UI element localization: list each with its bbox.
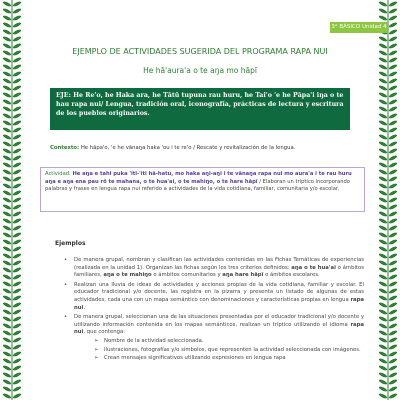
fern-border-right-decoration [378,0,398,400]
fern-leaf [2,57,12,64]
fern-leaf [378,50,388,57]
fern-leaf [2,15,12,22]
fern-leaf [2,337,12,344]
fern-leaf [12,190,22,197]
fern-leaf [378,134,388,141]
fern-leaf [12,197,22,204]
example-text: De manera grupal, nombran y clasifican las actividades contenidas en las Fichas Temáticas de experiencias (realizada en la unidad 1). Organizan las fichas según los tres criterios definidos: [74,257,364,271]
example-subitem: ➢ Ilustraciones, fotografías y/o símbolos, que representen la actividad seleccionada con imágenes. [94,347,364,355]
fern-leaf [378,365,388,372]
fern-leaf [388,183,398,190]
fern-leaf [388,92,398,99]
ejemplos-heading: Ejemplos [55,240,86,247]
fern-leaf [378,15,388,22]
fern-leaf [2,78,12,85]
fern-leaf [378,379,388,386]
fern-leaf [2,8,12,15]
fern-stem [388,0,389,400]
fern-leaf [12,309,22,316]
fern-leaf [378,120,388,127]
fern-leaf [378,302,388,309]
fern-leaf [12,148,22,155]
example-text: . [83,304,86,311]
fern-leaf [388,113,398,120]
fern-leaf [2,295,12,302]
fern-leaf [12,183,22,190]
fern-leaf [2,379,12,386]
fern-leaf [12,386,22,393]
fern-leaf [2,190,12,197]
fern-leaf [12,211,22,218]
fern-leaf [2,351,12,358]
fern-leaf [388,127,398,134]
fern-leaf [388,239,398,246]
fern-leaf [388,155,398,162]
fern-leaf [12,260,22,267]
fern-leaf [12,323,22,330]
fern-leaf [12,99,22,106]
fern-leaf [2,281,12,288]
fern-leaf [388,253,398,260]
fern-leaf [388,260,398,267]
fern-leaf [388,99,398,106]
page-title: EJEMPLO DE ACTIVIDADES SUGERIDA DEL PROGRAMA RAPA NUI [72,47,328,56]
fern-leaf [12,71,22,78]
fern-leaf [2,64,12,71]
fern-leaf [2,99,12,106]
fern-leaf [2,239,12,246]
fern-leaf [388,8,398,15]
fern-leaf [2,302,12,309]
fern-leaf [12,274,22,281]
fern-leaf [12,232,22,239]
fern-leaf [378,211,388,218]
grade-unit-badge: 3° BÁSICO Unidad 4 [330,22,388,33]
fern-leaf [388,344,398,351]
fern-leaf [12,8,22,15]
fern-leaf [2,316,12,323]
fern-leaf [378,127,388,134]
activity-box [40,167,365,212]
fern-leaf [2,134,12,141]
fern-leaf [388,295,398,302]
fern-leaf [378,316,388,323]
fern-leaf [378,43,388,50]
fern-leaf [12,43,22,50]
fern-leaf [378,64,388,71]
fern-leaf [378,204,388,211]
example-text: o ámbitos familiares, [74,264,364,279]
fern-leaf [388,302,398,309]
fern-leaf [12,225,22,232]
fern-leaf [378,183,388,190]
fern-leaf [378,197,388,204]
fern-leaf [378,372,388,379]
fern-leaf [12,36,22,43]
fern-leaf [378,113,388,120]
fern-leaf [12,169,22,176]
fern-leaf [378,358,388,365]
fern-leaf [378,169,388,176]
contexto-text: He hāpa'o, 'e he vānaŋa haka 'ou i te re'o / Rescate y revitalización de la lengua. [80,145,296,151]
fern-leaf [12,127,22,134]
fern-leaf [2,176,12,183]
fern-leaf [378,176,388,183]
fern-leaf [12,155,22,162]
fern-leaf [388,288,398,295]
fern-leaf [2,50,12,57]
activity-label: Actividad: [45,171,71,177]
fern-leaf [12,330,22,337]
fern-leaf [12,379,22,386]
fern-leaf [2,232,12,239]
fern-leaf [12,106,22,113]
fern-leaf [388,22,398,29]
fern-leaf [388,218,398,225]
fern-leaf [2,344,12,351]
fern-leaf [2,309,12,316]
fern-leaf [12,50,22,57]
fern-leaf [12,337,22,344]
fern-leaf [2,127,12,134]
fern-leaf [378,141,388,148]
fern-leaf [388,43,398,50]
fern-leaf [378,344,388,351]
fern-leaf [12,176,22,183]
fern-leaf [388,50,398,57]
fern-leaf [388,36,398,43]
fern-leaf [12,92,22,99]
fern-leaf [378,232,388,239]
fern-leaf [378,281,388,288]
fern-leaf [388,232,398,239]
fern-leaf [12,239,22,246]
fern-leaf [388,337,398,344]
fern-leaf [12,57,22,64]
fern-leaf [378,99,388,106]
fern-leaf [388,64,398,71]
fern-leaf [2,169,12,176]
fern-leaf [12,288,22,295]
fern-leaf [2,71,12,78]
fern-leaf [12,85,22,92]
fern-leaf [2,372,12,379]
fern-leaf [388,365,398,372]
fern-leaf [12,78,22,85]
page-subtitle: He hā'aura'a o te aŋa mo hāpī [143,66,257,75]
fern-leaf [388,148,398,155]
fern-leaf [12,218,22,225]
fern-leaf [2,274,12,281]
example-subitem: ➢ Nombre de la actividad seleccionada. [94,338,364,346]
fern-leaf [388,316,398,323]
fern-leaf [378,274,388,281]
fern-leaf [2,162,12,169]
fern-leaf [378,323,388,330]
fern-leaf [12,134,22,141]
fern-leaf [388,169,398,176]
fern-leaf [12,316,22,323]
fern-leaf [388,85,398,92]
fern-leaf [378,218,388,225]
fern-leaf [12,267,22,274]
fern-leaf [2,43,12,50]
fern-leaf [388,351,398,358]
fern-leaf [12,64,22,71]
fern-leaf [378,148,388,155]
fern-leaf [12,29,22,36]
fern-leaf [388,211,398,218]
fern-leaf [378,239,388,246]
fern-leaf [378,386,388,393]
fern-leaf [378,337,388,344]
fern-leaf [2,211,12,218]
fern-stem [12,0,13,400]
fern-leaf [378,309,388,316]
fern-leaf [378,330,388,337]
example-text: o ámbitos escolares. [263,272,320,279]
fern-leaf [12,344,22,351]
fern-leaf [388,134,398,141]
fern-leaf [12,358,22,365]
fern-leaf [2,358,12,365]
fern-leaf [2,288,12,295]
fern-leaf [388,309,398,316]
fern-leaf [388,281,398,288]
fern-leaf [2,22,12,29]
fern-leaf [2,85,12,92]
fern-leaf [12,295,22,302]
fern-leaf [12,141,22,148]
fern-leaf [388,379,398,386]
fern-leaf [378,190,388,197]
fern-leaf [388,358,398,365]
fern-leaf [2,1,12,8]
fern-leaf [12,162,22,169]
fern-leaf [388,197,398,204]
fern-leaf [378,351,388,358]
fern-leaf [12,246,22,253]
example-subitem: ➢ Crean mensajes significativos utilizando expresiones en lengua rapa [94,355,364,363]
fern-leaf [378,106,388,113]
fern-leaf [2,323,12,330]
fern-leaf [388,274,398,281]
fern-leaf [2,260,12,267]
fern-leaf [388,29,398,36]
fern-leaf [388,15,398,22]
fern-leaf [12,1,22,8]
fern-leaf [378,78,388,85]
fern-leaf [378,162,388,169]
fern-leaf [2,267,12,274]
fern-leaf [2,29,12,36]
fern-leaf [378,288,388,295]
fern-leaf [388,57,398,64]
fern-leaf [388,204,398,211]
fern-leaf [2,36,12,43]
contexto-line [50,145,350,151]
fern-leaf [378,1,388,8]
fern-leaf [388,78,398,85]
fern-leaf [2,113,12,120]
fern-leaf [388,1,398,8]
fern-leaf [388,106,398,113]
fern-leaf [378,8,388,15]
fern-leaf [12,204,22,211]
fern-leaf [388,323,398,330]
fern-leaf [12,113,22,120]
fern-leaf [388,330,398,337]
example-item [64,282,364,312]
fern-leaf [388,393,398,400]
example-bold-term: aŋa hare hāpī [222,272,264,279]
fern-leaf [2,197,12,204]
example-bold-term: rapa nui [74,296,364,311]
fern-leaf [378,85,388,92]
fern-leaf [12,393,22,400]
fern-leaf [2,106,12,113]
fern-leaf [378,71,388,78]
fern-leaf [2,330,12,337]
fern-leaf [12,351,22,358]
activity-rapanui-text: He aŋa e tahi puka 'iti-'iti hā-hatu, mo haka aŋi-aŋi i te vānaŋa rapa nui mo aura'a i te rau huru aŋa e aŋa ena pau rō te mahana, o te hua'ai, o te mahiŋo, o te hare hāpī [45,171,352,185]
fern-leaf [388,120,398,127]
example-bold-term: rapa nui [74,321,364,336]
fern-leaf [388,190,398,197]
fern-leaf [378,246,388,253]
fern-leaf [2,204,12,211]
fern-leaf [2,155,12,162]
fern-leaf [378,253,388,260]
fern-leaf [378,36,388,43]
fern-leaf [2,92,12,99]
fern-leaf [378,92,388,99]
fern-leaf [378,225,388,232]
fern-leaf [12,302,22,309]
example-text: Realizan una lluvia de ideas de actividades y acciones propias de la vida cotidiana, familiar y escolar. El educador tradicional y/o docente, las registra en la pizarra y presenta un listado de algunas de estas actividades, cada una con un mapa semántico con denominaciones y características propias en lengua [74,281,364,303]
contexto-label: Contexto: [50,145,80,151]
fern-leaf [378,57,388,64]
fern-leaf [388,225,398,232]
fern-leaf [2,386,12,393]
fern-leaf [388,246,398,253]
fern-leaf [2,218,12,225]
fern-leaf [378,267,388,274]
fern-leaf [388,267,398,274]
fern-leaf [388,162,398,169]
example-text: , que contenga: [83,329,125,336]
fern-leaf [378,260,388,267]
fern-leaf [378,155,388,162]
fern-leaf [2,148,12,155]
fern-leaf [12,15,22,22]
eje-banner: EJE: He Re'o, he Haka ara, he Tātū tupuna rau huru, he Tai'o 'e he Pāpa'i iŋa o te hau rapa nui/ Lengua, tradición oral, iconografía, prácticas de lectura y escritura de los pueblos originarios. [50,88,350,130]
fern-leaf [12,372,22,379]
fern-leaf [2,253,12,260]
fern-leaf [2,141,12,148]
fern-leaf [388,372,398,379]
fern-border-left-decoration [2,0,22,400]
fern-leaf [2,246,12,253]
example-bold-term: aŋa o te mahiŋo [103,272,152,279]
fern-leaf [378,393,388,400]
fern-leaf [2,183,12,190]
fern-leaf [2,120,12,127]
fern-leaf [12,281,22,288]
example-item [64,257,364,280]
fern-leaf [12,365,22,372]
fern-leaf [388,386,398,393]
fern-leaf [12,253,22,260]
examples-list [64,257,364,365]
example-text: o ámbitos comunitarios y [151,272,223,279]
fern-leaf [2,393,12,400]
example-item [64,314,364,363]
activity-spanish-text: / Elaboran un tríptico incorporando palabras y frases en lengua rapa nui referido a actividades de la vida cotidiana, familiar, comunitaria y/o escolar. [45,178,350,192]
fern-leaf [12,22,22,29]
fern-leaf [378,295,388,302]
fern-leaf [2,365,12,372]
example-bold-term: aŋa o te hua'ai [291,264,336,271]
fern-leaf [388,176,398,183]
fern-leaf [388,141,398,148]
fern-leaf [388,71,398,78]
fern-leaf [2,225,12,232]
example-text: De manera grupal, seleccionan una de las situaciones presentadas por el educador tradicional y/o docente y utilizando información contenida en los mapas semánticos, realizan un tríptico utilizando el idioma [74,314,364,328]
fern-leaf [12,120,22,127]
